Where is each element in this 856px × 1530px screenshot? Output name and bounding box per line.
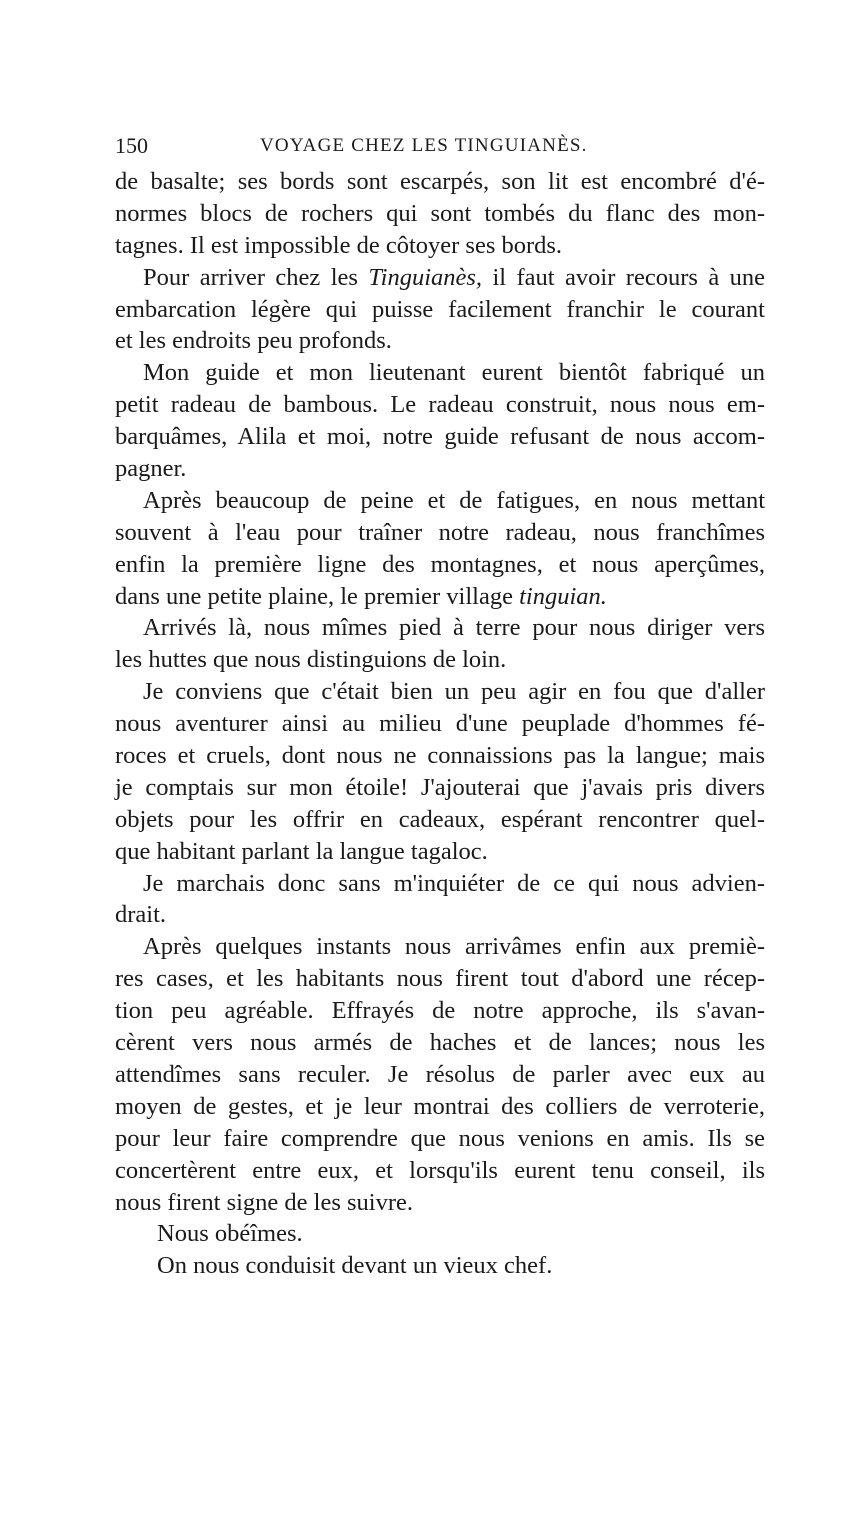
paragraph — [115, 485, 765, 613]
text-line: normes blocs de rochers qui sont tombés du flanc des mon- — [115, 199, 765, 227]
paragraph — [115, 868, 765, 932]
text-line: Je marchais donc sans m'inquiéter de ce qui nous advien- — [143, 869, 765, 897]
text-line: petit radeau de bambous. Le radeau construit, nous nous em- — [115, 391, 765, 419]
text-run: dans une petite plaine, le premier village — [115, 582, 520, 610]
paragraph — [115, 931, 765, 1218]
text-line: roces et cruels, dont nous ne connaissions pas la langue; mais — [115, 742, 765, 770]
paragraph — [115, 262, 765, 358]
page-number: 150 — [115, 133, 148, 158]
running-title: VOYAGE CHEZ LES TINGUIANÈS. — [260, 135, 588, 156]
text-line: tion peu agréable. Effrayés de notre approche, ils s'avan- — [115, 997, 765, 1025]
text-line: je comptais sur mon étoile! J'ajouterai que j'avais pris divers — [115, 773, 765, 801]
paragraph — [115, 357, 765, 485]
text-line: les huttes que nous distinguions de loin. — [115, 646, 507, 674]
text-line: pagner. — [115, 455, 187, 483]
italic-term: tinguian. — [519, 582, 607, 610]
text-line: Arrivés là, nous mîmes pied à terre pour nous diriger vers — [143, 614, 765, 642]
text-line: que habitant parlant la langue tagaloc. — [115, 837, 488, 865]
italic-term: Tinguianès, — [368, 263, 483, 291]
text-line — [115, 581, 765, 613]
text-line: attendîmes sans reculer. Je résolus de parler avec eux au — [115, 1060, 765, 1088]
text-line: nous aventurer ainsi au milieu d'une peuplade d'hommes fé- — [115, 710, 765, 738]
text-line: Nous obéîmes. — [157, 1220, 303, 1248]
paragraph — [115, 1218, 765, 1250]
text-line — [115, 262, 765, 294]
text-line: res cases, et les habitants nous firent tout d'abord une récep- — [115, 965, 765, 993]
paragraph — [115, 166, 765, 262]
text-line: de basalte; ses bords sont escarpés, son lit est encombré d'é- — [115, 168, 765, 195]
text-line: objets pour les offrir en cadeaux, espérant rencontrer quel- — [115, 805, 765, 833]
text-line: Après quelques instants nous arrivâmes enfin aux premiè- — [143, 933, 765, 961]
text-line: et les endroits peu profonds. — [115, 327, 392, 355]
paragraph — [115, 676, 765, 867]
text-line: moyen de gestes, et je leur montrai des colliers de verroterie, — [115, 1092, 765, 1120]
text-line: barquâmes, Alila et moi, notre guide refusant de nous accom- — [115, 423, 765, 451]
paragraph — [115, 612, 765, 676]
text-line: nous firent signe de les suivre. — [115, 1188, 414, 1216]
text-run: il faut avoir recours à une — [482, 263, 765, 291]
text-line: On nous conduisit devant un vieux chef. — [157, 1252, 553, 1280]
text-line: Après beaucoup de peine et de fatigues, en nous mettant — [143, 486, 765, 514]
page-header — [115, 131, 765, 161]
text-run: Pour arriver chez les — [143, 263, 369, 291]
paragraph — [115, 1250, 765, 1282]
text-line: Mon guide et mon lieutenant eurent bientôt fabriqué un — [143, 359, 765, 387]
text-line: souvent à l'eau pour traîner notre radeau, nous franchîmes — [115, 518, 765, 546]
text-line: Je conviens que c'était bien un peu agir en fou que d'aller — [143, 678, 765, 706]
text-line: embarcation légère qui puisse facilement franchir le courant — [115, 295, 765, 323]
body-text — [115, 166, 765, 1282]
text-line: drait. — [115, 901, 167, 929]
text-line: concertèrent entre eux, et lorsqu'ils eurent tenu conseil, ils — [115, 1156, 765, 1184]
text-line: cèrent vers nous armés de haches et de lances; nous les — [115, 1029, 765, 1057]
text-line: tagnes. Il est impossible de côtoyer ses bords. — [115, 231, 563, 259]
text-line: enfin la première ligne des montagnes, et nous aperçûmes, — [115, 550, 765, 578]
text-line: pour leur faire comprendre que nous venions en amis. Ils se — [115, 1124, 765, 1152]
